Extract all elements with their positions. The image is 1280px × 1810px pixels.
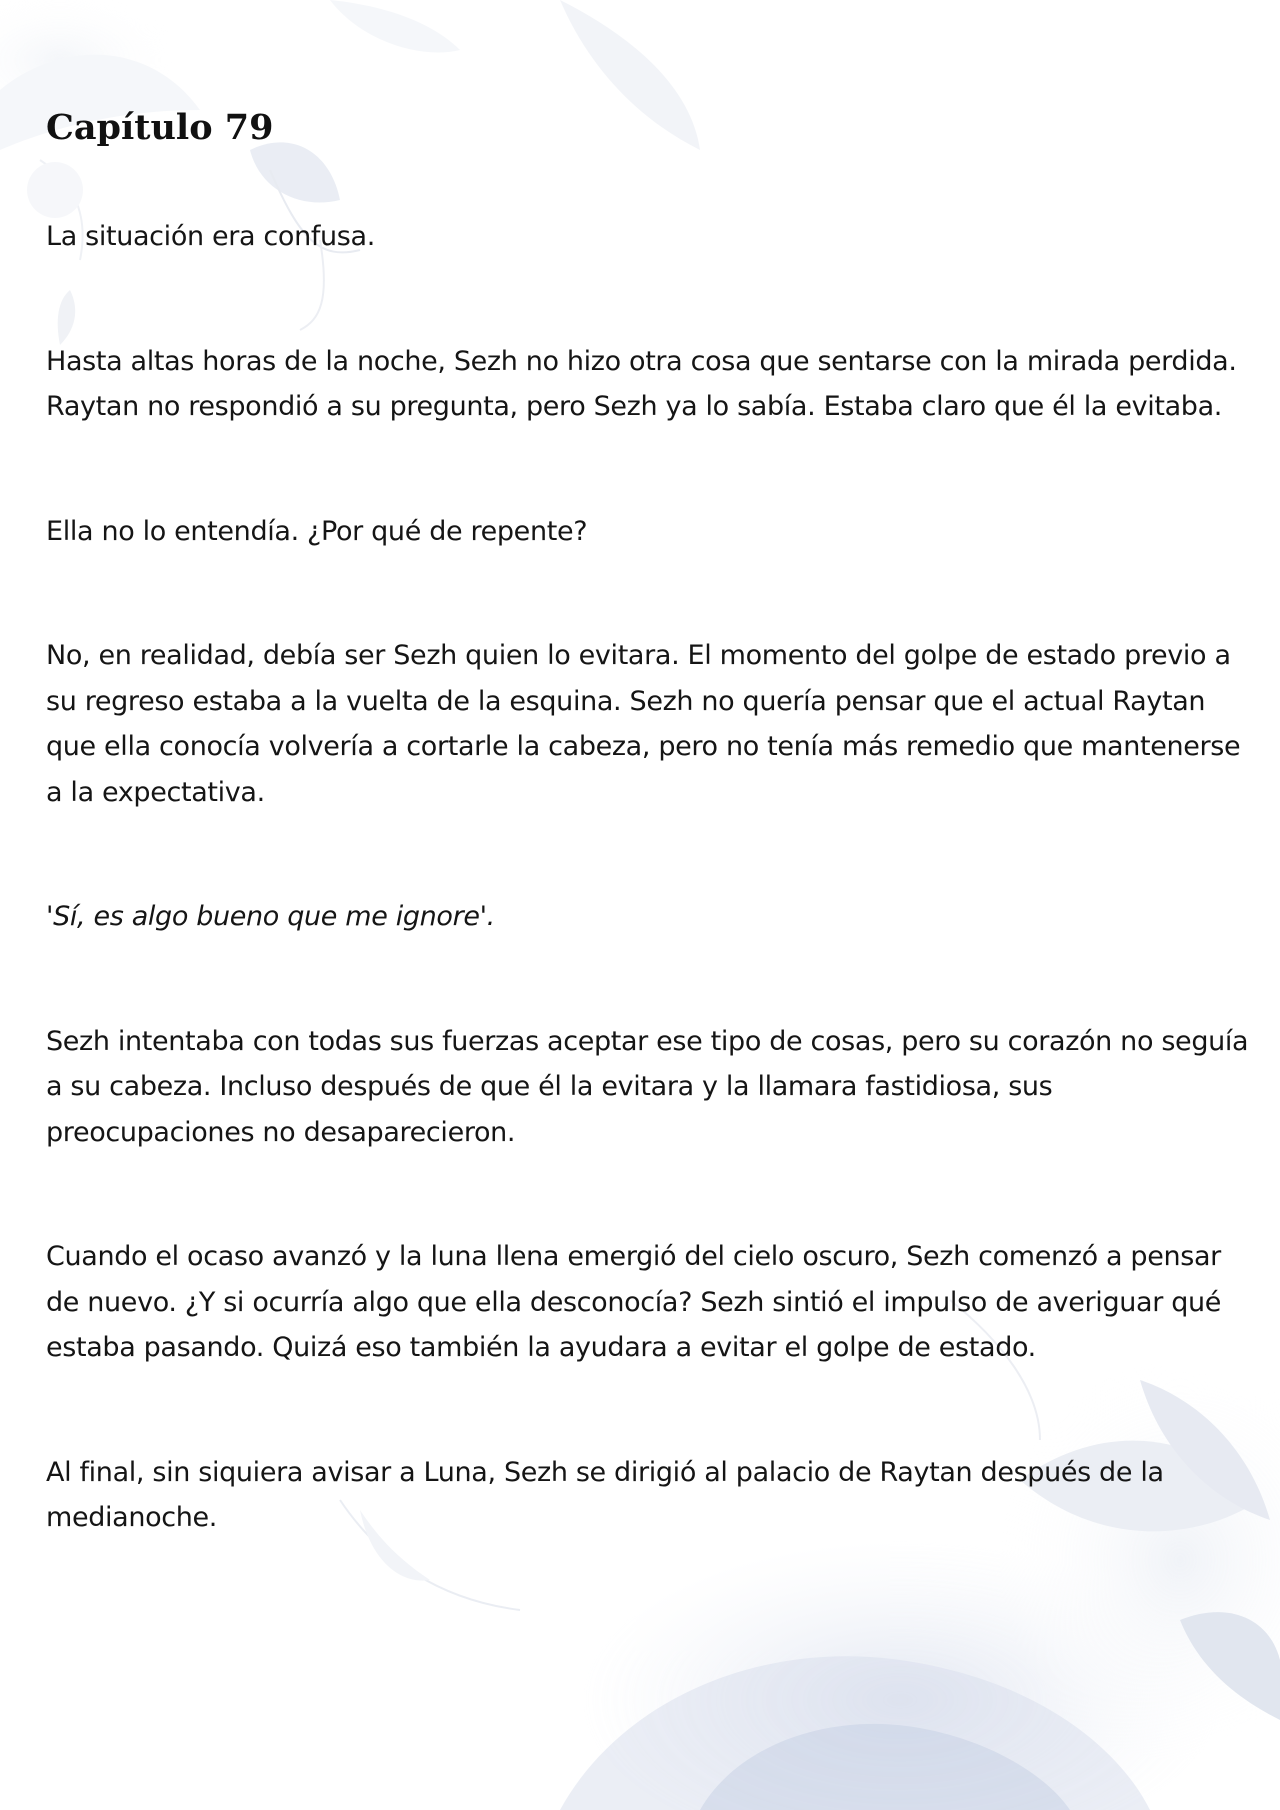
- paragraph-7: Cuando el ocaso avanzó y la luna llena emergió del cielo oscuro, Sezh comenzó a pensar de nuevo. ¿Y si ocurría algo que ella desconocía? Sezh sintió el impulso de averiguar qué estaba pasando. Quizá eso también la ayudara a evitar el golpe de estado.: [46, 1241, 1222, 1363]
- paragraph-1: La situación era confusa.: [46, 221, 375, 252]
- paragraph-3: Ella no lo entendía. ¿Por qué de repente?: [46, 515, 588, 547]
- paragraph-8: Al final, sin siquiera avisar a Luna, Sezh se dirigió al palacio de Raytan después de la medianoche.: [46, 1456, 1164, 1533]
- paragraph-2: Hasta altas horas de la noche, Sezh no hizo otra cosa que sentarse con la mirada perdida. Raytan no respondió a su pregunta, pero Sezh ya lo sabía. Estaba claro que él la evitaba.: [46, 345, 1237, 422]
- paragraph-5-thought: 'Sí, es algo bueno que me ignore'.: [46, 901, 495, 932]
- paragraph-4: No, en realidad, debía ser Sezh quien lo evitara. El momento del golpe de estado previo a su regreso estaba a la vuelta de la esquina. Sezh no quería pensar que el actual Raytan que ella conocía volvería a cortarle la cabeza, pero no tenía más remedio que mantenerse a la expectativa.: [46, 640, 1241, 808]
- document-page: [46, 100, 1256, 1541]
- chapter-title: Capítulo 79: [46, 107, 274, 148]
- paragraph-6: Sezh intentaba con todas sus fuerzas aceptar ese tipo de cosas, pero su corazón no seguía a su cabeza. Incluso después de que él la evitara y la llamara fastidiosa, sus preocupaciones no desaparecieron.: [46, 1025, 1249, 1148]
